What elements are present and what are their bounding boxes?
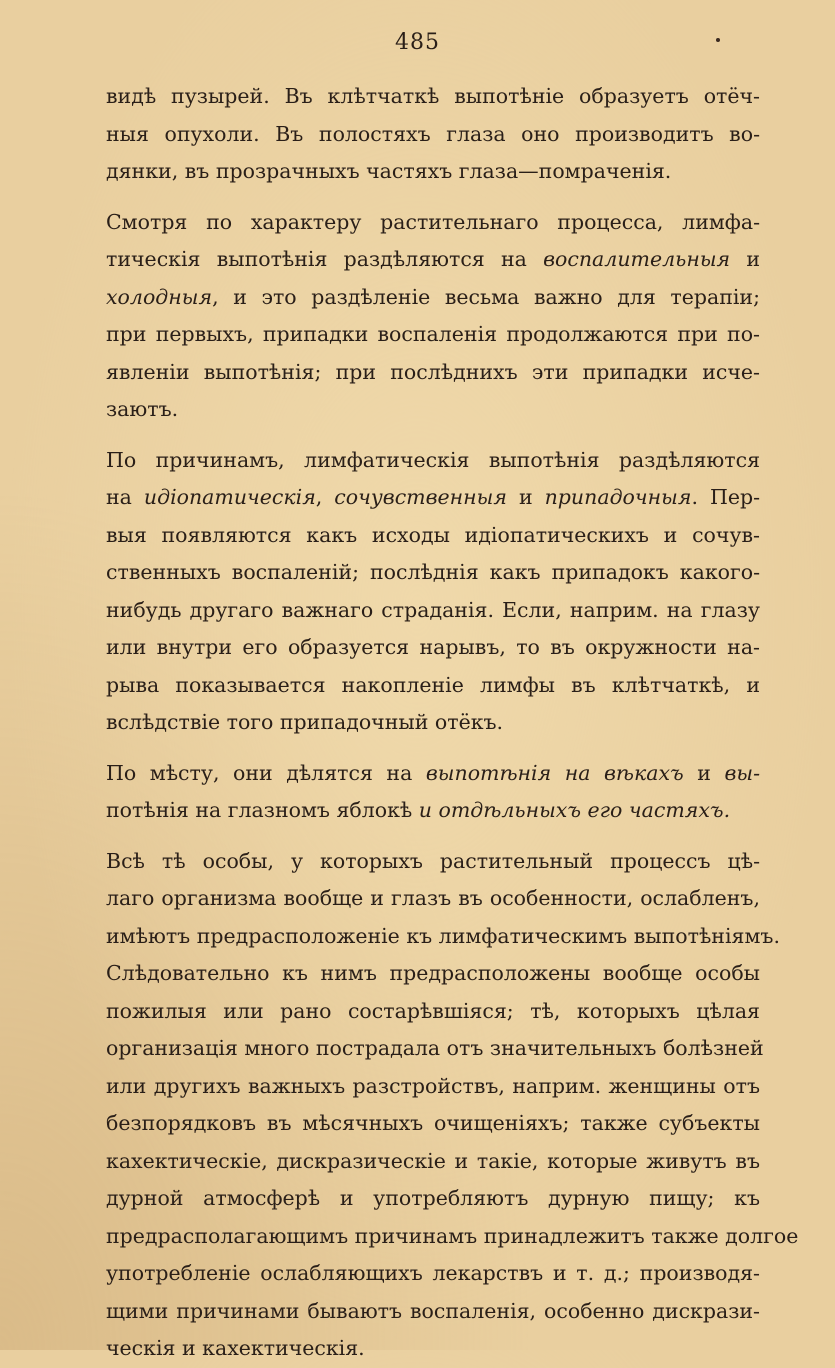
text-line: Смотря по характеру растительнаго процесса, лимфа- xyxy=(106,209,760,234)
text-line: тическія выпотѣнія раздѣляются на воспалительныя и xyxy=(106,247,760,271)
text-line: употребленіе ослабляющихъ лекарствъ и т. д.; производя- xyxy=(106,1261,760,1285)
text-line: организація много пострадала отъ значительныхъ болѣзней xyxy=(106,1036,764,1060)
text-line: рыва показывается накопленіе лимфы въ клѣтчаткѣ, и xyxy=(106,672,760,697)
text-line: или другихъ важныхъ разстройствъ, наприм. женщины отъ xyxy=(106,1073,760,1098)
text-line: видѣ пузырей. Въ клѣтчаткѣ выпотѣніе образуетъ отёч- xyxy=(106,84,760,108)
text-line: ныя опухоли. Въ полостяхъ глаза оно производитъ во- xyxy=(106,121,760,146)
text-line: нибудь другаго важнаго страданія. Если, наприм. на глазу xyxy=(106,597,760,622)
text-line: Слѣдовательно къ нимъ предрасположены вообще особы xyxy=(106,961,760,985)
body-text xyxy=(106,78,799,1368)
paragraph xyxy=(106,204,760,429)
text-line: потѣнія на глазномъ яблокѣ и отдѣльныхъ его частяхъ. xyxy=(106,798,731,822)
text-line: По причинамъ, лимфатическія выпотѣнія раздѣляются xyxy=(106,447,760,472)
text-line: лаго организма вообще и глазъ въ особенности, ослабленъ, xyxy=(106,886,760,910)
text-line: дянки, въ прозрачныхъ частяхъ глаза—помраченія. xyxy=(106,159,672,183)
paragraph xyxy=(106,755,760,830)
text-line: вслѣдствіе того припадочный отёкъ. xyxy=(106,710,504,734)
text-line: или внутри его образуется нарывъ, то въ окружности на- xyxy=(106,635,760,659)
italic-term: сочувственныя xyxy=(334,485,507,509)
italic-term: холодныя xyxy=(106,284,213,309)
paragraph xyxy=(106,843,799,1368)
text-line: заютъ. xyxy=(106,397,179,421)
paragraph xyxy=(106,78,760,191)
text-line: предрасполагающимъ причинамъ принадлежитъ также долгое xyxy=(106,1223,799,1248)
text-line: ческія и кахектическія. xyxy=(106,1336,365,1360)
text-line: Всѣ тѣ особы, у которыхъ растительный процессъ цѣ- xyxy=(106,848,760,873)
text-line: явленіи выпотѣнія; при послѣднихъ эти припадки исче- xyxy=(106,359,760,384)
italic-term: воспалительныя xyxy=(543,247,731,271)
text-line: безпорядковъ въ мѣсячныхъ очищеніяхъ; также субъекты xyxy=(106,1111,760,1135)
italic-term: выпотѣнія на вѣкахъ xyxy=(425,760,684,785)
text-line: имѣютъ предрасположеніе къ лимфатическимъ выпотѣніямъ. xyxy=(106,923,780,948)
text-line: пожилыя или рано состарѣвшіяся; тѣ, которыхъ цѣлая xyxy=(106,998,760,1023)
page-number: 485 xyxy=(395,30,440,55)
text-line: дурной атмосферѣ и употребляютъ дурную пищу; къ xyxy=(106,1186,760,1210)
text-line: при первыхъ, припадки воспаленія продолжаются при по- xyxy=(106,322,760,346)
italic-term: припадочныя xyxy=(544,485,692,509)
ink-speck xyxy=(716,38,720,42)
paragraph xyxy=(106,442,760,742)
text-line: По мѣсту, они дѣлятся на выпотѣнія на вѣкахъ и вы- xyxy=(106,760,760,785)
text-line: холодныя, и это раздѣленіе весьма важно для терапіи; xyxy=(106,284,760,309)
text-line: на идіопатическія, сочувственныя и припадочныя. Пер- xyxy=(106,485,760,509)
text-line: кахектическіе, дискразическіе и такіе, которые живутъ въ xyxy=(106,1148,760,1173)
text-line: выя появляются какъ исходы идіопатическихъ и сочув- xyxy=(106,522,760,547)
text-line: ственныхъ воспаленій; послѣднія какъ припадокъ какого- xyxy=(106,560,760,584)
italic-term: идіопатическія xyxy=(143,485,316,509)
text-line: щими причинами бываютъ воспаленія, особенно дискрази- xyxy=(106,1298,760,1323)
italic-term: вы- xyxy=(724,760,760,785)
italic-term: и отдѣльныхъ его частяхъ. xyxy=(412,798,731,822)
